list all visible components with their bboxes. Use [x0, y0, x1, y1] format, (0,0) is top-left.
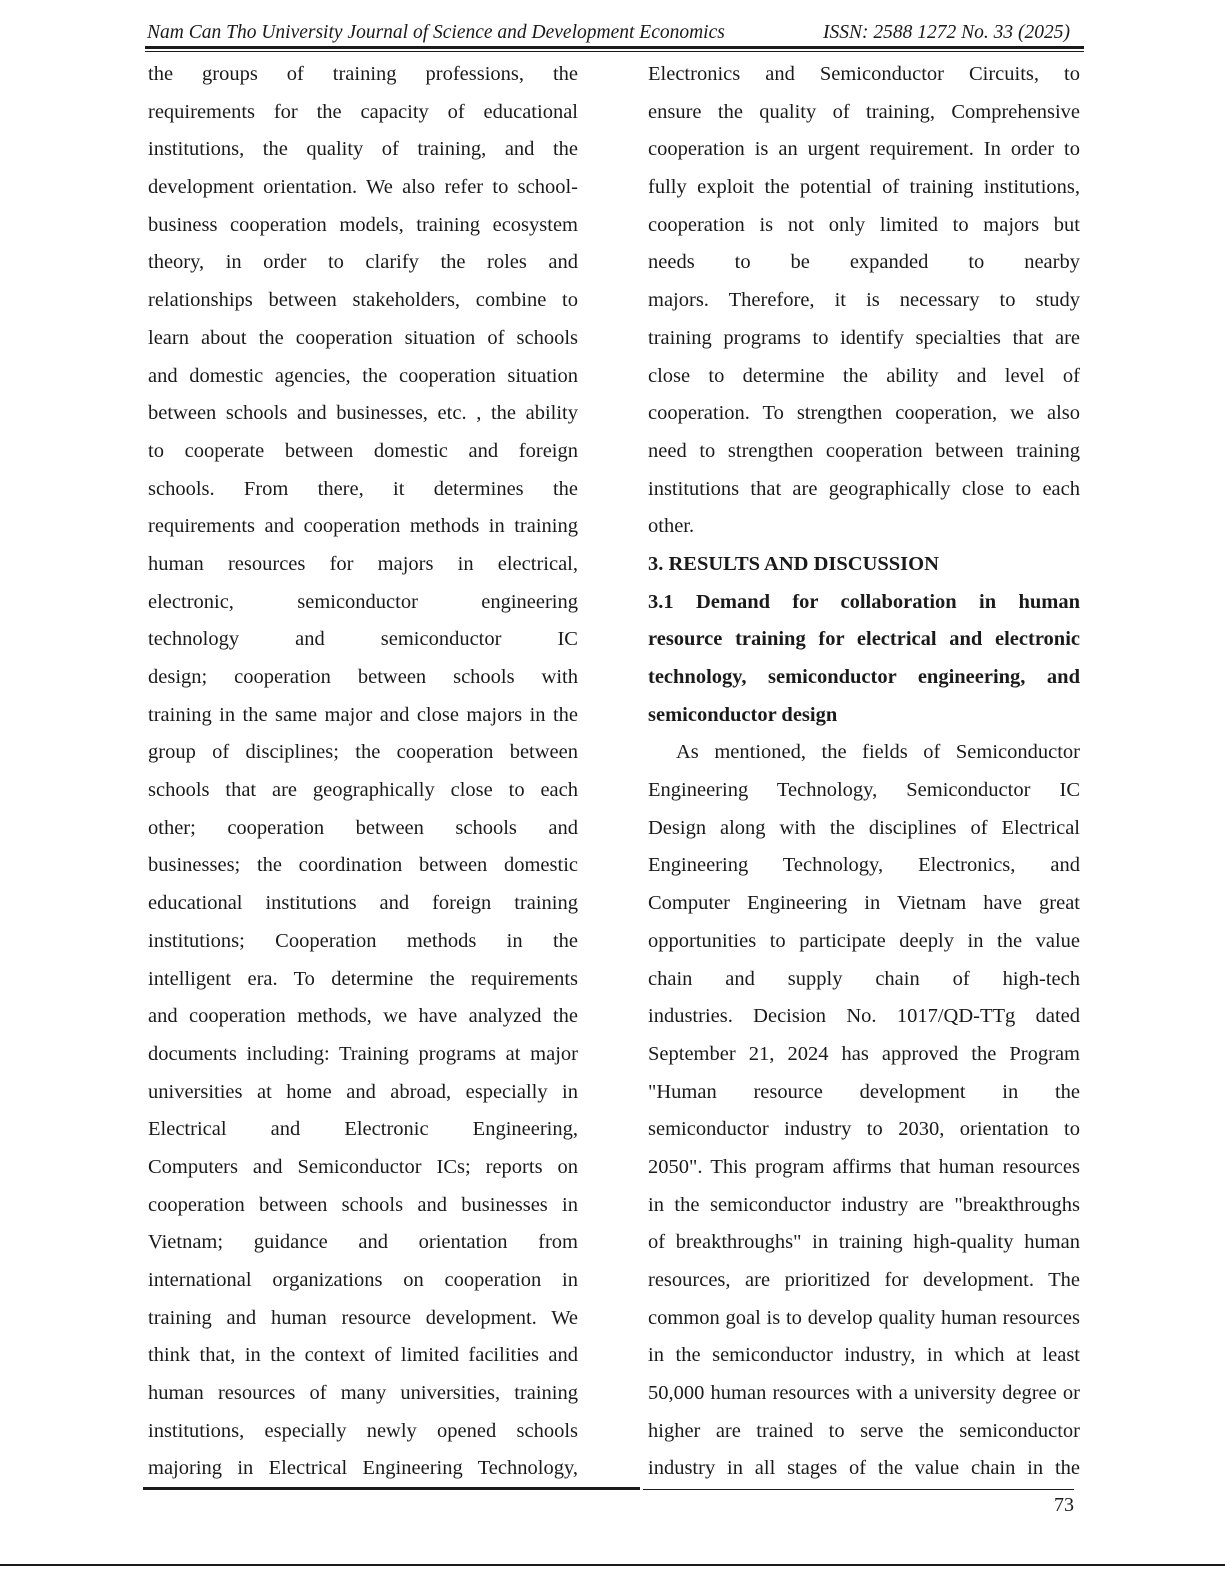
text-line: institutions, the quality of training, and the [148, 138, 578, 161]
text-line: international organizations on cooperation in [148, 1269, 578, 1291]
text-line: business cooperation models, training ecosystem [148, 213, 578, 236]
text-line: Computers and Semiconductor ICs; reports on [148, 1155, 578, 1178]
text-line: training in the same major and close majors in the [148, 703, 578, 726]
text-line: majoring in Electrical Engineering Technology, [148, 1457, 578, 1480]
text-line: Electronics and Semiconductor Circuits, to [648, 63, 1080, 85]
right-column-body [648, 734, 1080, 1488]
journal-title: Nam Can Tho University Journal of Science and Development Economics [147, 22, 725, 43]
text-line: think that, in the context of limited facilities and [148, 1344, 578, 1367]
text-line: universities at home and abroad, especially in [148, 1080, 578, 1103]
text-line: electronic, semiconductor engineering [148, 590, 578, 613]
text-line: intelligent era. To determine the requirements [148, 967, 578, 990]
text-line: Design along with the disciplines of Electrical [648, 816, 1080, 839]
text-line: Vietnam; guidance and orientation from [148, 1231, 578, 1254]
text-line: needs to be expanded to nearby [648, 251, 1080, 274]
heading-line: 3.1 Demand for collaboration in human [648, 590, 1080, 613]
running-header [145, 18, 1084, 48]
text-line: institutions; Cooperation methods in the [148, 929, 578, 952]
issn-and-issue: ISSN: 2588 1272 No. 33 (2025) [823, 22, 1070, 43]
text-line: resources, are prioritized for development. The [648, 1269, 1080, 1291]
text-line: the groups of training professions, the [148, 63, 578, 85]
text-line: technology and semiconductor IC [148, 628, 578, 651]
text-line: opportunities to participate deeply in the value [648, 929, 1080, 952]
text-line: educational institutions and foreign training [148, 892, 578, 915]
text-line: 50,000 human resources with a university degree or [648, 1382, 1080, 1405]
section-heading: 3. RESULTS AND DISCUSSION [648, 552, 939, 575]
text-line: of breakthroughs" in training high-quality human [648, 1231, 1080, 1254]
text-line: industry in all stages of the value chain in the [648, 1457, 1080, 1480]
text-line: schools. From there, it determines the [148, 477, 578, 500]
text-line: Engineering Technology, Semiconductor IC [648, 779, 1080, 802]
text-line: other; cooperation between schools and [148, 816, 578, 839]
text-line: higher are trained to serve the semiconductor [648, 1419, 1080, 1442]
text-line: to cooperate between domestic and foreign [148, 439, 578, 462]
text-line: relationships between stakeholders, combine to [148, 289, 578, 312]
right-column-paragraph [648, 56, 1080, 546]
text-line: "Human resource development in the [648, 1080, 1080, 1103]
text-line: chain and supply chain of high-tech [648, 967, 1080, 990]
text-line: schools that are geographically close to each [148, 779, 578, 802]
text-line: fully exploit the potential of training institutions, [648, 176, 1080, 199]
text-line: and domestic agencies, the cooperation situation [148, 364, 578, 387]
text-line: documents including: Training programs at major [148, 1042, 578, 1065]
subsection-heading [648, 584, 1080, 735]
footer-rule-right [643, 1489, 1074, 1490]
text-line: human resources for majors in electrical, [148, 552, 578, 575]
heading-line: resource training for electrical and electronic [648, 628, 1080, 651]
page-number: 73 [1054, 1494, 1074, 1516]
text-line: requirements and cooperation methods in training [148, 515, 578, 538]
text-line: in the semiconductor industry, in which at least [648, 1344, 1080, 1367]
text-line: training and human resource development. We [148, 1306, 578, 1329]
right-column [648, 56, 1080, 1488]
heading-line: semiconductor design [648, 703, 838, 726]
text-line: As mentioned, the fields of Semiconductor [676, 741, 1080, 764]
text-line: theory, in order to clarify the roles and [148, 251, 578, 274]
text-line: institutions, especially newly opened schools [148, 1419, 578, 1442]
text-line: cooperation between schools and businesses in [148, 1193, 578, 1216]
text-line: development orientation. We also refer to school- [148, 176, 578, 199]
text-line: businesses; the coordination between domestic [148, 854, 578, 877]
text-line: cooperation is an urgent requirement. In order to [648, 138, 1080, 161]
text-line: semiconductor industry to 2030, orientation to [648, 1118, 1080, 1141]
text-line: majors. Therefore, it is necessary to study [648, 289, 1080, 312]
text-line: learn about the cooperation situation of schools [148, 326, 578, 349]
text-line: cooperation. To strengthen cooperation, we also [648, 402, 1080, 425]
text-line: in the semiconductor industry are "breakthroughs [648, 1193, 1080, 1216]
page-bottom-edge [0, 1564, 1225, 1566]
text-line: group of disciplines; the cooperation between [148, 741, 578, 764]
header-rule-thin [145, 51, 1084, 52]
text-line: and cooperation methods, we have analyzed the [148, 1005, 578, 1028]
text-line: other. [648, 515, 695, 538]
text-line: between schools and businesses, etc. , the ability [148, 402, 578, 425]
text-line: 2050". This program affirms that human resources [648, 1155, 1080, 1178]
text-line: common goal is to develop quality human resources [648, 1306, 1080, 1329]
text-line: Engineering Technology, Electronics, and [648, 854, 1080, 877]
text-line: ensure the quality of training, Comprehensive [648, 100, 1080, 123]
text-line: human resources of many universities, training [148, 1382, 578, 1405]
text-line: institutions that are geographically close to each [648, 477, 1080, 500]
text-line: close to determine the ability and level of [648, 364, 1080, 387]
header-rule [145, 46, 1084, 49]
text-line: requirements for the capacity of educational [148, 100, 578, 123]
footer-rule [143, 1487, 640, 1490]
text-line: industries. Decision No. 1017/QD-TTg dated [648, 1005, 1080, 1028]
heading-line: technology, semiconductor engineering, and [648, 666, 1080, 688]
text-line: Electrical and Electronic Engineering, [148, 1118, 578, 1141]
text-line: cooperation is not only limited to majors but [648, 213, 1080, 236]
text-line: need to strengthen cooperation between training [648, 439, 1080, 462]
text-line: design; cooperation between schools with [148, 666, 578, 688]
text-line: training programs to identify specialties that are [648, 326, 1080, 349]
text-line: September 21, 2024 has approved the Program [648, 1042, 1080, 1065]
text-line: Computer Engineering in Vietnam have great [648, 892, 1080, 915]
left-column [148, 56, 578, 1488]
